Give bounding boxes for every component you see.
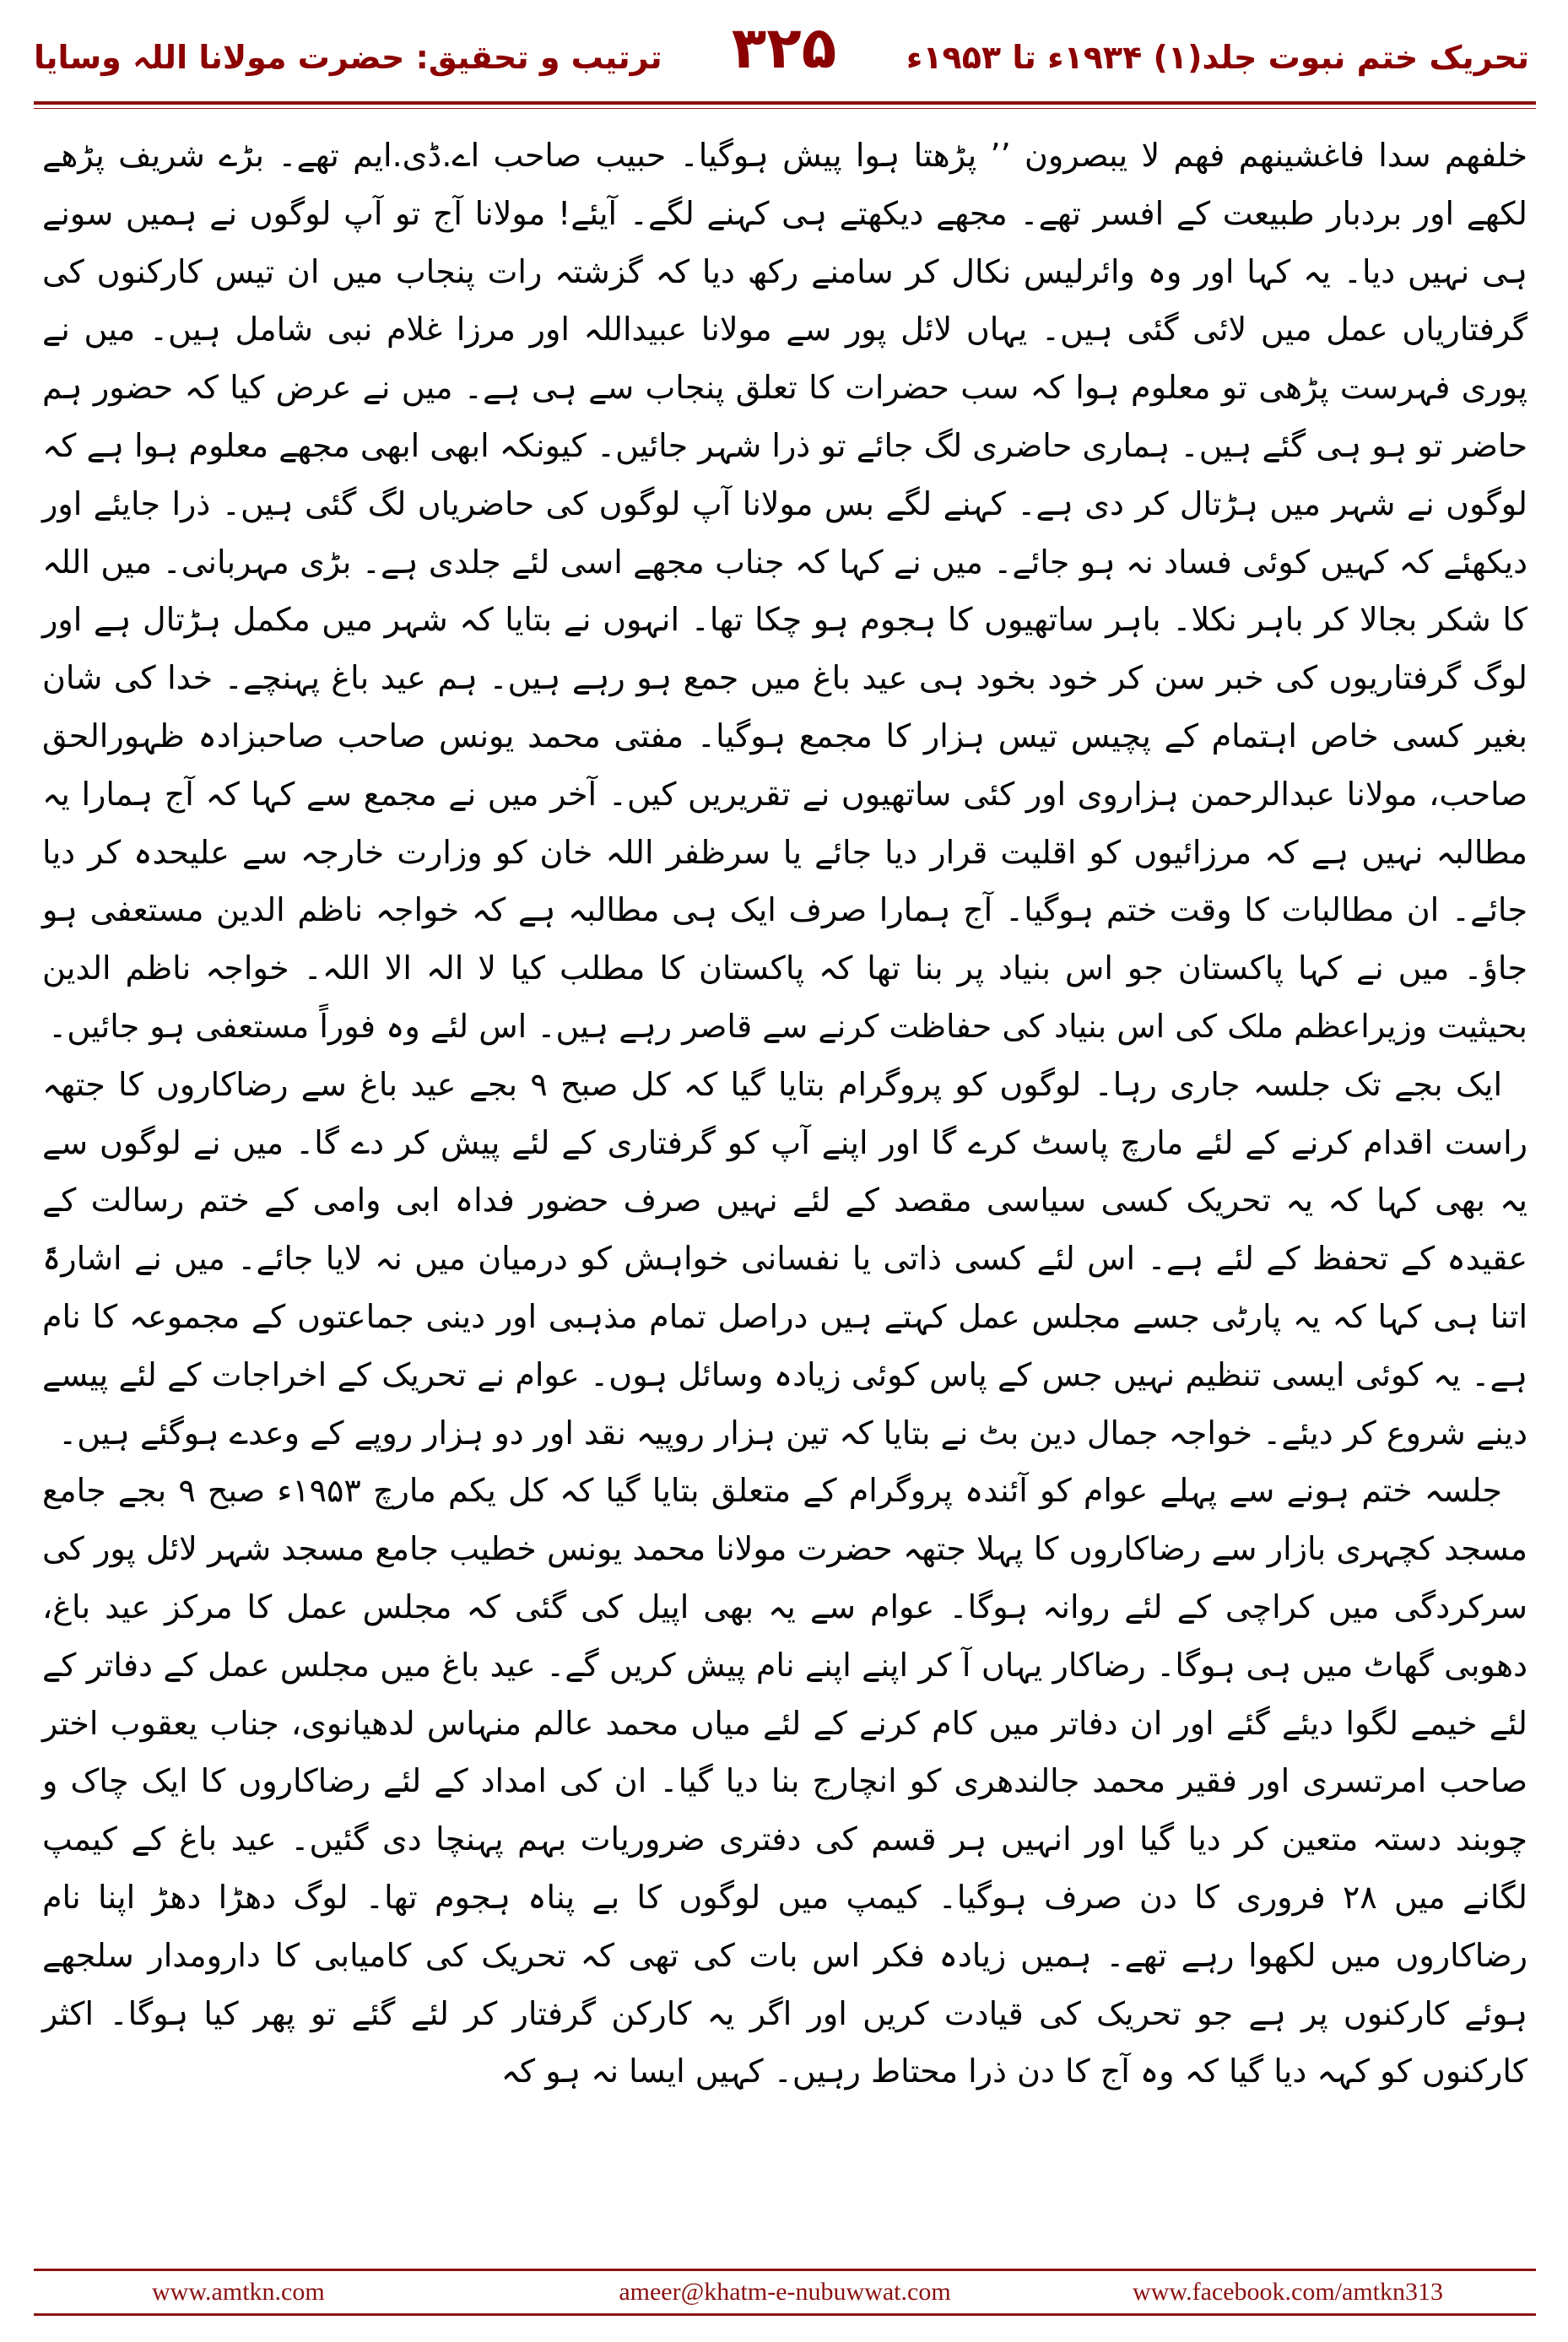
header-divider: [34, 101, 1536, 105]
paragraph-3: جلسہ ختم ہونے سے پہلے عوام کو آئندہ پروگرام کے متعلق بتایا گیا کہ کل یکم مارچ ۱۹۵۳ء صبح ۹ بجے جامع مسجد کچہری بازار سے رضاکاروں کا پہلا جتھہ حضرت مولانا محمد یونس خطیب جامع مسجد شہر لائل پور کی سرکردگی میں کراچی کے لئے روانہ ہوگا۔ عوام سے یہ بھی اپیل کی گئی کہ مجلس عمل کا مرکز عید باغ، دھوبی گھاٹ میں ہی ہوگا۔ رضاکار یہاں آ کر اپنے اپنے نام پیش کریں گے۔ عید باغ میں مجلس عمل کے دفاتر کے لئے خیمے لگوا دیئے گئے اور ان دفاتر میں کام کرنے کے لئے میاں محمد عالم منہاس لدھیانوی، جناب یعقوب اختر صاحب امرتسری اور فقیر محمد جالندھری کو انچارج بنا دیا گیا۔ ان کی امداد کے لئے رضاکاروں کا ایک چاک و چوبند دستہ متعین کر دیا گیا اور انہیں ہر قسم کی دفتری ضروریات بہم پہنچا دی گئیں۔ عید باغ کے کیمپ لگانے میں ۲۸ فروری کا دن صرف ہوگیا۔ کیمپ میں لوگوں کا بے پناہ ہجوم تھا۔ لوگ دھڑا دھڑ اپنا نام رضاکاروں میں لکھوا رہے تھے۔ ہمیں زیادہ فکر اس بات کی تھی کہ تحریک کی کامیابی کا دارومدار سلجھے ہوئے کارکنوں پر ہے جو تحریک کی قیادت کریں اور اگر یہ کارکن گرفتار کر لئے گئے تو پھر کیا ہوگا۔ اکثر کارکنوں کو کہہ دیا گیا کہ وہ آج کا دن ذرا محتاط رہیں۔ کہیں ایسا نہ ہو کہ: [42, 1472, 1528, 2090]
page-footer: [34, 2269, 1536, 2316]
page-body: [42, 127, 1527, 2101]
email-link[interactable]: ameer@khatm-e-nubuwwat.com: [619, 2278, 951, 2306]
paragraph-2: ایک بجے تک جلسہ جاری رہا۔ لوگوں کو پروگرام بتایا گیا کہ کل صبح ۹ بجے عید باغ سے رضاکاروں کا جتھہ راست اقدام کرنے کے لئے مارچ پاسٹ کرے گا اور اپنے آپ کو گرفتاری کے لئے پیش کر دے گا۔ میں نے لوگوں سے یہ بھی کہا کہ یہ تحریک کسی سیاسی مقصد کے لئے نہیں صرف حضور فداہ ابی وامی کے ختم رسالت کے عقیدہ کے تحفظ کے لئے ہے۔ اس لئے کسی ذاتی یا نفسانی خواہش کو درمیان میں نہ لایا جائے۔ میں نے اشارۃً اتنا ہی کہا کہ یہ پارٹی جسے مجلس عمل کہتے ہیں دراصل تمام مذہبی اور دینی جماعتوں کے مجموعہ کا نام ہے۔ یہ کوئی ایسی تنظیم نہیں جس کے پاس کوئی زیادہ وسائل ہوں۔ عوام نے تحریک کے اخراجات کے لئے پیسے دینے شروع کر دیئے۔ خواجہ جمال دین بٹ نے بتایا کہ تین ہزار روپیہ نقد اور دو ہزار روپے کے وعدے ہوگئے ہیں۔: [42, 1065, 1527, 1452]
page-header: [0, 0, 1568, 127]
book-title: تحریک ختم نبوت جلد(۱) ۱۹۳۴ء تا ۱۹۵۳ء: [906, 39, 1529, 76]
compiler-credit: ترتیب و تحقیق: حضرت مولانا اللہ وسایا: [34, 39, 662, 76]
header-divider-thin: [34, 108, 1536, 109]
paragraph-1: خلفھم سدا فاغشینھم فھم لا یبصرون ’’ پڑھتا ہوا پیش ہوگیا۔ حبیب صاحب اے.ڈی.ایم تھے۔ بڑے شریف پڑھے لکھے اور بردبار طبیعت کے افسر تھے۔ مجھے دیکھتے ہی کہنے لگے۔ آیئے! مولانا آج تو آپ لوگوں نے ہمیں سونے ہی نہیں دیا۔ یہ کہا اور وہ وائرلیس نکال کر سامنے رکھ دیا کہ گزشتہ رات پنجاب میں ان تیس کارکنوں کی گرفتاریاں عمل میں لائی گئی ہیں۔ یہاں لائل پور سے مولانا عبیداللہ اور مرزا غلام نبی شامل ہیں۔ میں نے پوری فہرست پڑھی تو معلوم ہوا کہ سب حضرات کا تعلق پنجاب سے ہی ہے۔ میں نے عرض کیا کہ حضور ہم حاضر تو ہو ہی گئے ہیں۔ ہماری حاضری لگ جائے تو ذرا شہر جائیں۔ کیونکہ ابھی ابھی مجھے معلوم ہوا ہے کہ لوگوں نے شہر میں ہڑتال کر دی ہے۔ کہنے لگے بس مولانا آپ لوگوں کی حاضریاں لگ گئی ہیں۔ ذرا جایئے اور دیکھئے کہ کہیں کوئی فساد نہ ہو جائے۔ میں نے کہا کہ جناب مجھے اسی لئے جلدی ہے۔ بڑی مہربانی۔ میں اللہ کا شکر بجالا کر باہر نکلا۔ باہر ساتھیوں کا ہجوم ہو چکا تھا۔ انہوں نے بتایا کہ شہر میں مکمل ہڑتال ہے اور لوگ گرفتاریوں کی خبر سن کر خود بخود ہی عید باغ میں جمع ہو رہے ہیں۔ ہم عید باغ پہنچے۔ خدا کی شان بغیر کسی خاص اہتمام کے پچیس تیس ہزار کا مجمع ہوگیا۔ مفتی محمد یونس صاحب صاحبزادہ ظہورالحق صاحب، مولانا عبدالرحمن ہزاروی اور کئی ساتھیوں نے تقریریں کیں۔ آخر میں نے مجمع سے کہا کہ آج ہمارا یہ مطالبہ نہیں ہے کہ مرزائیوں کو اقلیت قرار دیا جائے یا سرظفر اللہ خان کو وزارت خارجہ سے علیحدہ کر دیا جائے۔ ان مطالبات کا وقت ختم ہوگیا۔ آج ہمارا صرف ایک ہی مطالبہ ہے کہ خواجہ ناظم الدین مستعفی ہو جاؤ۔ میں نے کہا پاکستان جو اس بنیاد پر بنا تھا کہ پاکستان کا مطلب کیا لا الہ الا اللہ۔ خواجہ ناظم الدین بحیثیت وزیراعظم ملک کی اس بنیاد کی حفاظت کرنے سے قاصر رہے ہیں۔ اس لئے وہ فوراً مستعفی ہو جائیں۔: [42, 137, 1527, 1045]
website-link[interactable]: www.amtkn.com: [152, 2278, 325, 2306]
page-number: ۳۲۵: [731, 15, 837, 82]
facebook-link[interactable]: www.facebook.com/amtkn313: [1133, 2278, 1443, 2306]
